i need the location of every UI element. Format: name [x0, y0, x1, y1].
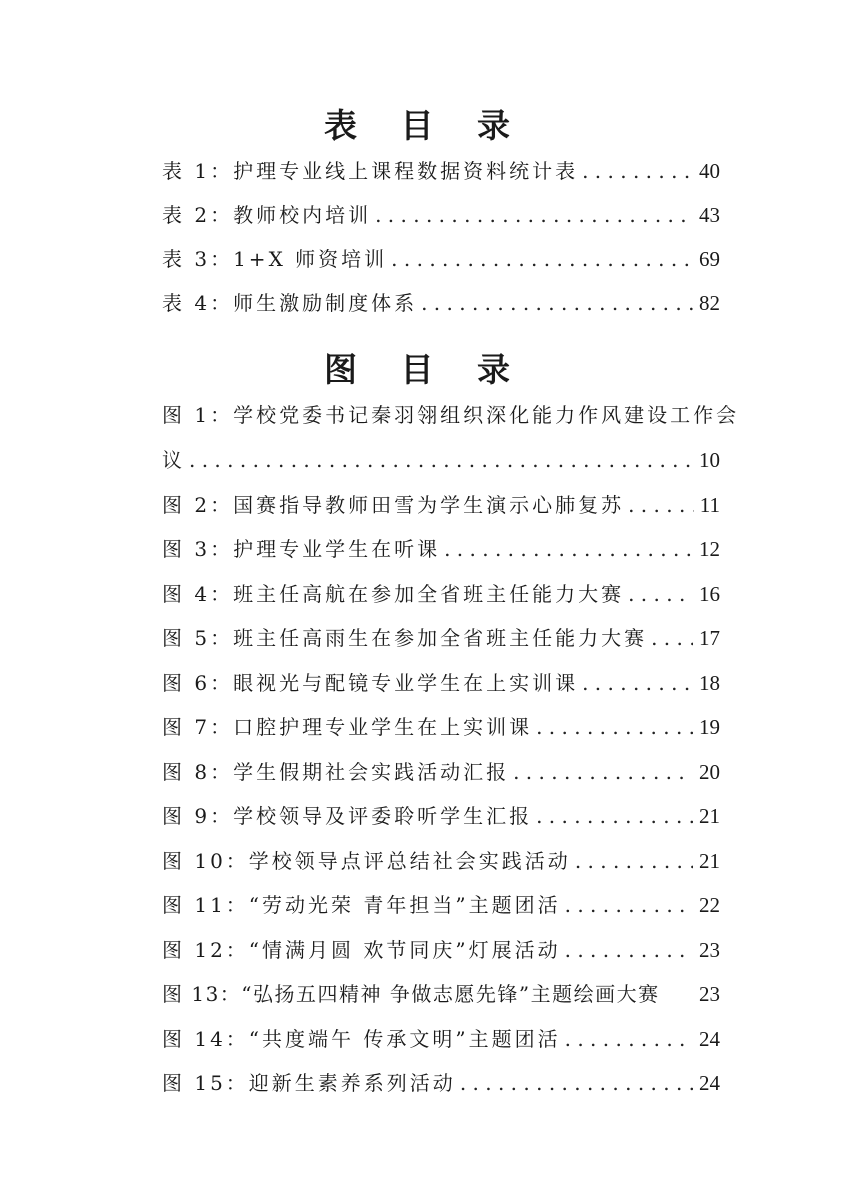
- toc-entry-figure-1-first-line[interactable]: 图 1：学校党委书记秦羽翎组织深化能力作风建设工作会: [162, 403, 740, 427]
- toc-entry-figure-2[interactable]: [162, 492, 720, 518]
- dot-leader: [444, 536, 693, 562]
- toc-entry-page: 11: [699, 493, 720, 517]
- toc-entry-label: 图 14：“共度端午 传承文明”主题团活: [162, 1027, 561, 1051]
- toc-entry-figure-10[interactable]: [162, 848, 720, 874]
- toc-entry-page: 43: [699, 203, 720, 227]
- dot-leader: [582, 670, 693, 696]
- dot-leader: [565, 937, 693, 963]
- toc-entry-table-4[interactable]: [162, 290, 720, 316]
- dot-leader: [565, 1026, 693, 1052]
- dot-leader: [189, 447, 693, 473]
- toc-entry-label: 图 12：“情满月圆 欢节同庆”灯展活动: [162, 938, 561, 962]
- dot-leader: [582, 158, 693, 184]
- toc-entry-page: 21: [699, 804, 720, 828]
- dot-leader: [628, 581, 693, 607]
- toc-entry-table-2[interactable]: [162, 202, 720, 228]
- dot-leader: [651, 625, 693, 651]
- figures-heading: 图 目 录: [324, 350, 526, 389]
- dot-leader: [375, 202, 693, 228]
- toc-entry-label: 图 15：迎新生素养系列活动: [162, 1071, 456, 1095]
- toc-entry-label: 表 3：1+X 师资培训: [162, 247, 388, 271]
- toc-entry-page: 24: [699, 1027, 720, 1051]
- toc-entry-page: 16: [699, 582, 720, 606]
- toc-entry-figure-13[interactable]: [162, 981, 720, 1007]
- toc-entry-figure-7[interactable]: [162, 714, 720, 740]
- toc-entry-label: 表 1：护理专业线上课程数据资料统计表: [162, 159, 579, 183]
- dot-leader: [575, 848, 693, 874]
- toc-entry-page: 22: [699, 893, 720, 917]
- toc-entry-label: 图 4：班主任高航在参加全省班主任能力大赛: [162, 582, 625, 606]
- toc-entry-label: 图 8：学生假期社会实践活动汇报: [162, 760, 510, 784]
- toc-entry-figure-15[interactable]: [162, 1070, 720, 1096]
- toc-entry-figure-8[interactable]: [162, 759, 720, 785]
- toc-entry-page: 19: [699, 715, 720, 739]
- toc-entry-page: 69: [699, 247, 720, 271]
- toc-entry-label: 图 7：口腔护理专业学生在上实训课: [162, 715, 533, 739]
- toc-entry-figure-12[interactable]: [162, 937, 720, 963]
- toc-entry-label: 议: [162, 448, 185, 472]
- toc-entry-page: 20: [699, 760, 720, 784]
- dot-leader: [391, 246, 693, 272]
- toc-entry-page: 18: [699, 671, 720, 695]
- toc-entry-page: 40: [699, 159, 720, 183]
- toc-entry-page: 23: [699, 982, 720, 1006]
- toc-entry-label: 图 6：眼视光与配镜专业学生在上实训课: [162, 671, 579, 695]
- toc-entry-table-3[interactable]: [162, 246, 720, 272]
- toc-entry-figure-1[interactable]: [162, 447, 720, 473]
- toc-entry-page: 17: [699, 626, 720, 650]
- dot-leader: [628, 492, 694, 518]
- dot-leader: [513, 759, 693, 785]
- dot-leader: [460, 1070, 693, 1096]
- toc-entry-label: 图 13：“弘扬五四精神 争做志愿先锋”主题绘画大赛: [162, 982, 660, 1006]
- dot-leader: [421, 290, 693, 316]
- toc-entry-table-1[interactable]: [162, 158, 720, 184]
- toc-entry-figure-11[interactable]: [162, 892, 720, 918]
- toc-entry-figure-5[interactable]: [162, 625, 720, 651]
- toc-entry-label: 表 4：师生激励制度体系: [162, 291, 418, 315]
- toc-entry-label: 图 10：学校领导点评总结社会实践活动: [162, 849, 571, 873]
- toc-entry-figure-4[interactable]: [162, 581, 720, 607]
- toc-entry-page: 23: [699, 938, 720, 962]
- toc-entry-page: 24: [699, 1071, 720, 1095]
- toc-entry-figure-6[interactable]: [162, 670, 720, 696]
- toc-entry-label: 图 9：学校领导及评委聆听学生汇报: [162, 804, 533, 828]
- toc-entry-label: 图 11：“劳动光荣 青年担当”主题团活: [162, 893, 561, 917]
- toc-entry-label: 表 2：教师校内培训: [162, 203, 372, 227]
- toc-entry-label: 图 2：国赛指导教师田雪为学生演示心肺复苏: [162, 493, 625, 517]
- toc-entry-page: 21: [699, 849, 720, 873]
- dot-leader: [536, 714, 693, 740]
- dot-leader: [536, 803, 693, 829]
- toc-entry-page: 12: [699, 537, 720, 561]
- toc-entry-label: 图 3：护理专业学生在听课: [162, 537, 441, 561]
- toc-entry-page: 82: [699, 291, 720, 315]
- tables-heading: 表 目 录: [324, 106, 526, 145]
- toc-entry-page: 10: [699, 448, 720, 472]
- dot-leader: [565, 892, 693, 918]
- toc-entry-figure-9[interactable]: [162, 803, 720, 829]
- toc-entry-label: 图 5：班主任高雨生在参加全省班主任能力大赛: [162, 626, 648, 650]
- toc-entry-figure-14[interactable]: [162, 1026, 720, 1052]
- toc-entry-figure-3[interactable]: [162, 536, 720, 562]
